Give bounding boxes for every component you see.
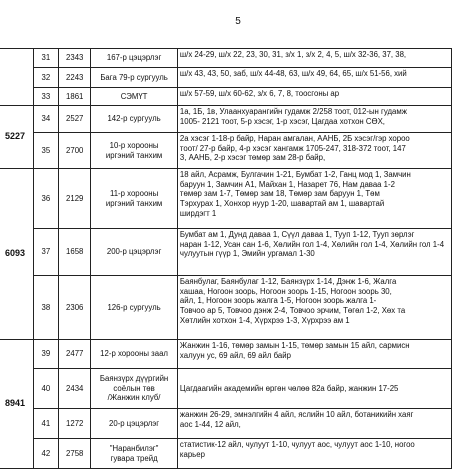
table-row xyxy=(0,106,452,133)
station-location: 200-р цэцэрлэг xyxy=(91,229,178,276)
station-location: 142-р сургууль xyxy=(91,106,178,133)
station-location xyxy=(91,133,178,169)
location-line: Баянзүрх дүүргийн xyxy=(99,373,169,383)
station-number: 36 xyxy=(33,169,59,229)
station-location: 167-р цэцэрлэг xyxy=(91,49,178,68)
address-line: тоот/ 27-р байр, 4-р хэсэг хангамж 1705-247, 318-372 тоот, 147 xyxy=(179,143,406,153)
table-row xyxy=(0,88,452,106)
address-line: статистик-12 айл, чулуут 1-10, чулуут аос, чулуут аос 1-10, ногоо xyxy=(179,440,415,449)
address-line: халуун ус, 69 айл, 69 айл байр xyxy=(179,350,291,360)
station-location: Бага 79-р сургууль xyxy=(91,68,178,88)
location-line: 10-р хорооны xyxy=(109,140,159,150)
voter-count: 2243 xyxy=(59,68,91,88)
station-number: 34 xyxy=(33,106,59,133)
address-line: айл, 1, Ногоон зоорь жалга 1-5, Ногоон зоорь жалга 1- xyxy=(179,296,377,306)
table-row xyxy=(0,276,452,340)
station-number: 31 xyxy=(33,49,59,68)
address-line: хашаа, Ногоон зоорь, Ногоон зоорь 1-15, Ногоон зоорь 30, xyxy=(179,286,392,296)
voter-count: 2477 xyxy=(59,340,91,369)
location-line: 11-р хорооны xyxy=(109,188,159,198)
voter-count: 1272 xyxy=(59,409,91,439)
address-line: 3, ААНБ, 2-р хэсэг төмөр зам 28-р байр, xyxy=(179,153,326,163)
station-location xyxy=(91,439,178,469)
station-location xyxy=(91,169,178,229)
voter-count: 2434 xyxy=(59,369,91,409)
station-number: 32 xyxy=(33,68,59,88)
station-number: 37 xyxy=(33,229,59,276)
table-row xyxy=(0,169,452,229)
address-line: Хөтлийн хотхон 1-4, Хүрхрээ 1-3, Хүрхрээ ам 1 xyxy=(179,315,350,325)
station-address xyxy=(177,229,451,276)
voter-count: 1861 xyxy=(59,88,91,106)
station-address xyxy=(177,340,451,369)
address-line: ш/х 43, 43, 50, заб, ш/х 44-48, 63, ш/х 49, 64, 65, ш/х 51-56, хий xyxy=(179,69,407,78)
station-address xyxy=(177,439,451,469)
voter-count: 2343 xyxy=(59,49,91,68)
location-line: "Наранбилэг" xyxy=(109,443,159,453)
location-line: иргэний танхим xyxy=(105,150,163,160)
page-number: 5 xyxy=(235,16,241,27)
station-number: 33 xyxy=(33,88,59,106)
address-line: 1а, 1Б, 1в, Улаанхуарангийн гудамж 2/258 тоот, 012-ын гудамж xyxy=(179,107,407,116)
location-line: иргэний танхим xyxy=(105,198,163,208)
station-number: 38 xyxy=(33,276,59,340)
table-row xyxy=(0,369,452,409)
address-line: жанжин 26-29, эмнэлгийн 4 айл, яслийн 10 айл, ботаникийн хаяг xyxy=(179,410,414,419)
table-row xyxy=(0,340,452,369)
location-line: соёлын төв xyxy=(113,383,155,393)
polling-station-table xyxy=(0,48,452,469)
address-line: аос 1-44, 12 айл, xyxy=(179,419,241,429)
station-location: 12-р хорооны заал xyxy=(91,340,178,369)
voter-count: 2758 xyxy=(59,439,91,469)
address-line: ш/х 24-29, ш/х 22, 23, 30, 31, з/х 1, з/х 2, 4, 5, ш/х 32-36, 37, 38, xyxy=(179,50,407,59)
station-address xyxy=(177,88,451,106)
address-line: 1005- 2121 тоот, 5-р хэсэг, 1-р хэсэг, Цагдаа хотхон СӨХ, xyxy=(179,116,385,126)
address-line: чулуутын гүүр 1, Эмийн ургамал 1-30 xyxy=(179,249,315,259)
table-row xyxy=(0,229,452,276)
address-line: Цагдаагийн академийн өргөн чөлөө 82а байр, жанжин 17-25 xyxy=(179,384,399,394)
voter-count: 1658 xyxy=(59,229,91,276)
voter-count: 2306 xyxy=(59,276,91,340)
table-row xyxy=(0,68,452,88)
address-line: баруун 1, Замчин А1, Майхан 1, Назарет 76, Нам даваа 1-2 xyxy=(179,179,395,189)
address-line: Товчоо ар 5, Товчоо дэнж 2-4, Товчоо эрчим, Төгөл 1-2, Хөх та xyxy=(179,306,406,316)
station-address xyxy=(177,169,451,229)
station-address xyxy=(177,276,451,340)
district-population: 6093 xyxy=(0,169,33,340)
voter-count: 2700 xyxy=(59,133,91,169)
address-line: Тэрхурах 1, Хонхор нуур 1-20, шавартай ам 1, шавартай xyxy=(179,199,385,209)
table-row xyxy=(0,439,452,469)
address-line: төмөр зам 1-7, Төмөр зам 18, Төмөр зам баруун 1, Төм xyxy=(179,189,380,199)
station-address xyxy=(177,409,451,439)
address-line: ш/х 57-59, ш/х 60-62, з/х 6, 7, 8, тоосгоны ар xyxy=(179,89,340,98)
station-address xyxy=(177,133,451,169)
address-line: Баянбулаг, Баянбулаг 1-12, Баянзүрх 1-14, Дэнж 1-6, Жалга xyxy=(179,277,397,286)
location-line: гувара трейд xyxy=(110,453,158,463)
station-address xyxy=(177,106,451,133)
station-number: 39 xyxy=(33,340,59,369)
station-location: 20-р цэцэрлэг xyxy=(91,409,178,439)
table-row xyxy=(0,409,452,439)
address-line: 2а хэсэг 1-18-р байр, Наран амгалан, ААНБ, 2Б хэсэг/гэр хороо xyxy=(179,134,410,143)
population-cell xyxy=(0,49,33,106)
polling-station-table-container xyxy=(0,48,476,476)
address-line: 18 айл, Асрамж, Булгачин 1-21, Бумбат 1-2, Ганц мод 1, Замчин xyxy=(179,170,411,179)
station-location xyxy=(91,369,178,409)
station-address xyxy=(177,49,451,68)
station-location: 126-р сургууль xyxy=(91,276,178,340)
address-line: ширдэгт 1 xyxy=(179,208,217,218)
station-location: СЭМҮТ xyxy=(91,88,178,106)
station-address xyxy=(177,68,451,88)
location-line: /Жанжин клуб/ xyxy=(107,393,161,403)
table-row xyxy=(0,49,452,68)
address-line: Бумбат ам 1, Дунд даваа 1, Сүүл даваа 1, Тууп 1-12, Тууп зөрлэг xyxy=(179,230,415,239)
table-row xyxy=(0,133,452,169)
voter-count: 2527 xyxy=(59,106,91,133)
address-line: карьер xyxy=(179,449,205,459)
station-number: 40 xyxy=(33,369,59,409)
station-number: 35 xyxy=(33,133,59,169)
voter-count: 2129 xyxy=(59,169,91,229)
district-population: 8941 xyxy=(0,340,33,469)
station-number: 41 xyxy=(33,409,59,439)
address-line: наран 1-12, Усан сан 1-6, Хөлийн гол 1-4, Хөлийн гол 1-4, Хөлийн гол 1-4 xyxy=(179,239,445,249)
station-address xyxy=(177,369,451,409)
district-population: 5227 xyxy=(0,106,33,169)
address-line: Жанжин 1-16, төмөр замын 1-15, төмөр замын 15 айл, сармисн xyxy=(179,341,410,350)
station-number: 42 xyxy=(33,439,59,469)
